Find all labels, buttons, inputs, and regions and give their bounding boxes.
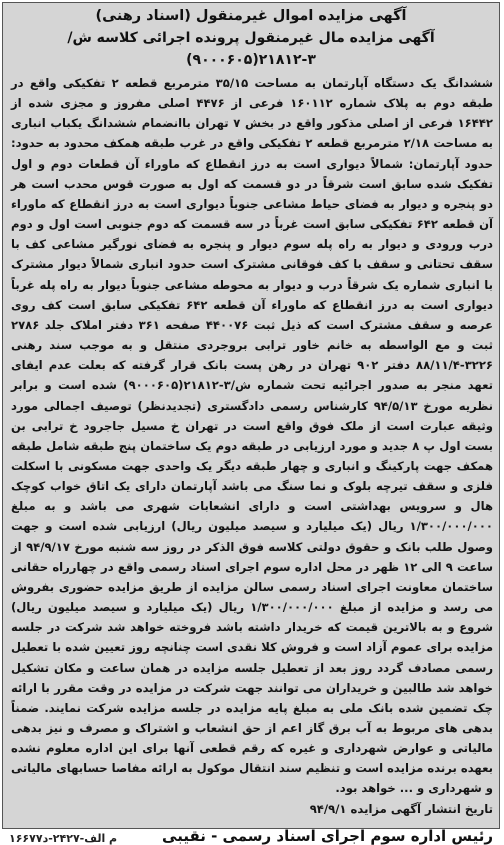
notice-title: آگهی مزایده اموال غیرمنقول (اسناد رهنی)	[95, 8, 407, 24]
notice-subtitle: آگهی مزایده مال غیرمنقول پرونده اجرائی کلاسه ش/۳-۲۱۸۱۲(۹۰۰۰۶۰۵)	[67, 30, 435, 68]
notice-clipping	[2, 2, 500, 845]
signature-line: رئیس اداره سوم اجرای اسناد رسمی - نقیبی	[162, 826, 493, 845]
reference-code: ۱۶۶۷۷م الف-۲۴۲۷-د	[9, 831, 118, 845]
publish-date: تاریخ انتشار آگهی مزایده ۹۴/۹/۱	[309, 801, 493, 816]
notice-footer	[3, 819, 499, 845]
notice-body: ششدانگ یک دستگاه آپارتمان به مساحت ۳۵/۱۵ مترمربع قطعه ۲ تفکیکی واقع در طبقه دوم به پلاک شماره ۱۶۰۱۱۲ فرعی از ۴۴۷۶ اصلی مفروز و مجزی شده از ۱۶۴۴۲ فرعی از اصلی مذکور واقع در بخش ۷ تهران باانضمام ششدانگ یکباب انباری به مساحت ۲/۱۸ مترمربع قطعه ۲ تفکیکی واقع در غرب طبقه همکف محدود به حدود: حدود آپارتمان: شمالاً دیواری است به درز انقطاع که ماوراء آن قطعات دوم و اول تفکیک شده سابق است شرقاً در دو قسمت که اول به صورت قوس محدب است هر دو پنجره و دیوار به فضای حیاط مشاعی جنوباً دیواری است به درز انقطاع که ماوراء آن قطعه ۶۴۲ تفکیکی سابق است غرباً در سه قسمت که دوم جنوبی است اول و دوم درب ورودی و دیوار به راه پله سوم دیوار و پنجره به فضای نورگیر مشاعی کف با سقف تحتانی و سقف با کف فوقانی مشترک است حدود انباری شمالاً دیوار مشترک با انباری شماره یک شرقاً درب و دیوار به محوطه مشاعی جنوباً دیوار به راه پله غرباً دیواری است به درز انقطاع که ماوراء آن قطعه ۶۴۲ تفکیکی سابق است کف روی عرصه و سقف مشترک است که ذیل ثبت ۴۴۰۰۷۶ صفحه ۳۶۱ دفتر املاک جلد ۲۷۸۶ ثبت و مع الواسطه به خانم خاور ترابی بروجردی منتقل و به موجب سند رهنی ۳۲۲۶-۸۸/۱۱/۴ دفتر ۹۰۲ تهران در رهن پست بانک قرار گرفته که بعلت عدم ایفای تعهد منجر به صدور اجرائیه تحت شماره ش/۳-۲۱۸۱۲(۹۰۰۰۶۰۵) شده است و برابر نظریه مورخ ۹۴/۵/۱۳ کارشناس رسمی دادگستری (تجدیدنظر) توصیف اجمالی مورد وثیقه عبارت است از ملک فوق واقع است در تهران خ مسیل جاجرود خ ترابی بن بست اول پ ۸ جدید و مورد ارزیابی در طبقه دوم یک ساختمان پنج طبقه شامل طبقه همکف جهت پارکینگ و انباری و چهار طبقه دیگر یک واحدی جهت مسکونی با اسکلت فلزی و سقف تیرچه بلوک و نما سنگ می باشد آپارتمان دارای یک اتاق خواب کوچک هال و سرویس بهداشتی است و دارای انشعابات شهری می باشد و به مبلغ ۱/۳۰۰/۰۰۰/۰۰۰ ریال (یک میلیارد و سیصد میلیون ریال) ارزیابی شده است و جهت وصول طلب بانک و حقوق دولتی کلاسه فوق الذکر در روز سه شنبه مورخ ۹۴/۹/۱۷ از ساعت ۹ الی ۱۲ ظهر در محل اداره سوم اجرای اسناد رسمی واقع در چهارراه حقانی ساختمان معاونت اجرای اسناد رسمی سالن مزایده از طریق مزایده حضوری بفروش می رسد و مزایده از مبلغ ۱/۳۰۰/۰۰۰/۰۰۰ ریال (یک میلیارد و سیصد میلیون ریال) شروع و به بالاترین قیمت که خریدار داشته باشد فروخته خواهد شد شرکت در جلسه مزایده برای عموم آزاد است و فروش کلا نقدی است چنانچه روز تعیین شده با تعطیل رسمی مصادف گردد روز بعد از تعطیل جلسه مزایده در همان ساعت و مکان تشکیل خواهد شد طالبین و خریداران می توانند جهت شرکت در مزایده در وقت مقرر با ارائه چک تضمین شده بانک ملی به مبلغ پایه مزایده در جلسه مزایده شرکت نمایند. ضمناً بدهی های مربوط به آب برق گاز اعم از حق انشعاب و اشتراک و مصرف و نیز بدهی مالیاتی و عوارض شهرداری و غیره که رقم قطعی آنها برای این اداره معلوم نشده بعهده برنده مزایده است و تنظیم سند انتقال موکول به ارائه مفاصا حسابهای مالیاتی و شهرداری و ... خواهد بود.	[11, 76, 494, 796]
